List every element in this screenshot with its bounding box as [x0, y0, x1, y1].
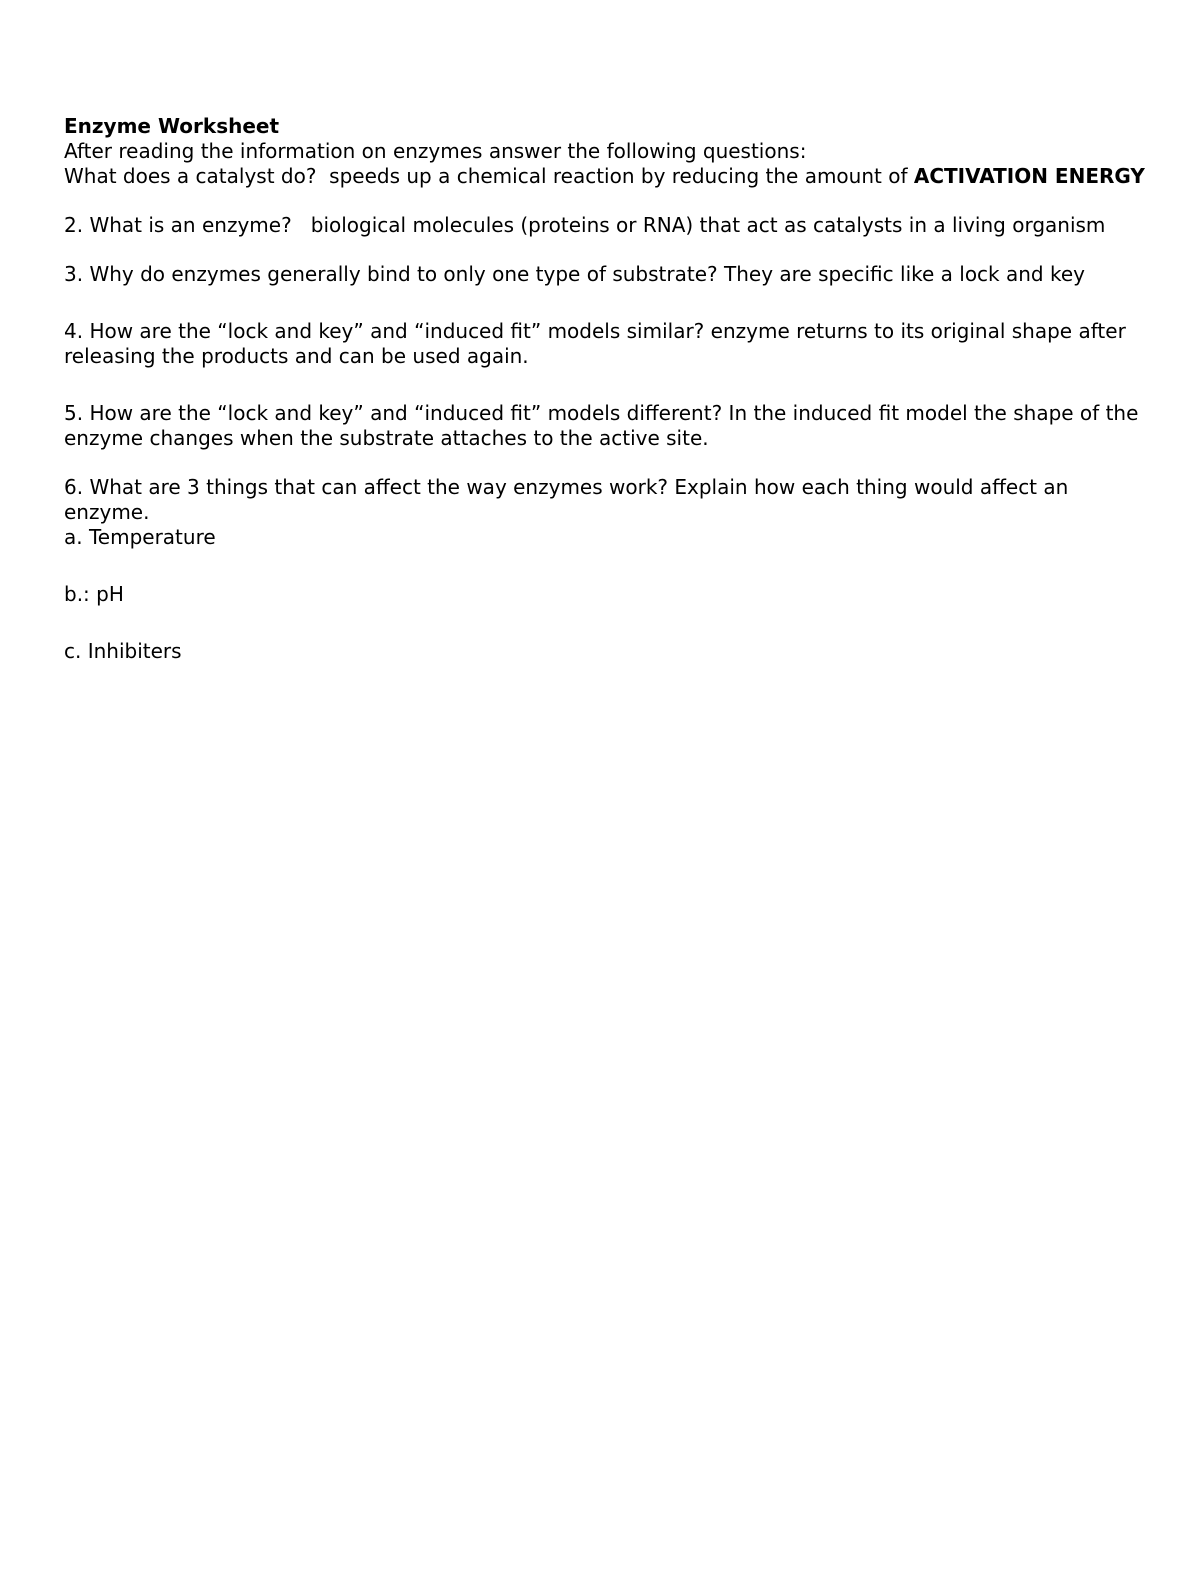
- question-6-item-c: c. Inhibiters: [64, 639, 182, 663]
- worksheet-content: [64, 114, 1154, 664]
- question-3: 3. Why do enzymes generally bind to only one type of substrate? They are specific like a lock and key: [64, 262, 1085, 286]
- question-5: 5. How are the “lock and key” and “induced fit” models different? In the induced fit model the shape of the enzyme changes when the substrate attaches to the active site.: [64, 401, 1145, 450]
- worksheet-title: Enzyme Worksheet: [64, 114, 280, 138]
- question-2: 2. What is an enzyme? biological molecules (proteins or RNA) that act as catalysts in a living organism: [64, 213, 1106, 237]
- question-6-item-b: b.: pH: [64, 582, 124, 606]
- question-1-emphasis: ACTIVATION ENERGY: [913, 164, 1145, 188]
- question-1: [64, 164, 1154, 189]
- instructions: After reading the information on enzymes answer the following questions:: [64, 139, 807, 163]
- question-1-text: What does a catalyst do? speeds up a chemical reaction by reducing the amount of: [64, 164, 914, 188]
- question-4: 4. How are the “lock and key” and “induced fit” models similar? enzyme returns to its original shape after releasing the products and can be used again.: [64, 319, 1133, 368]
- question-6-item-a: a. Temperature: [64, 525, 216, 549]
- question-6: 6. What are 3 things that can affect the way enzymes work? Explain how each thing would affect an enzyme.: [64, 475, 1075, 524]
